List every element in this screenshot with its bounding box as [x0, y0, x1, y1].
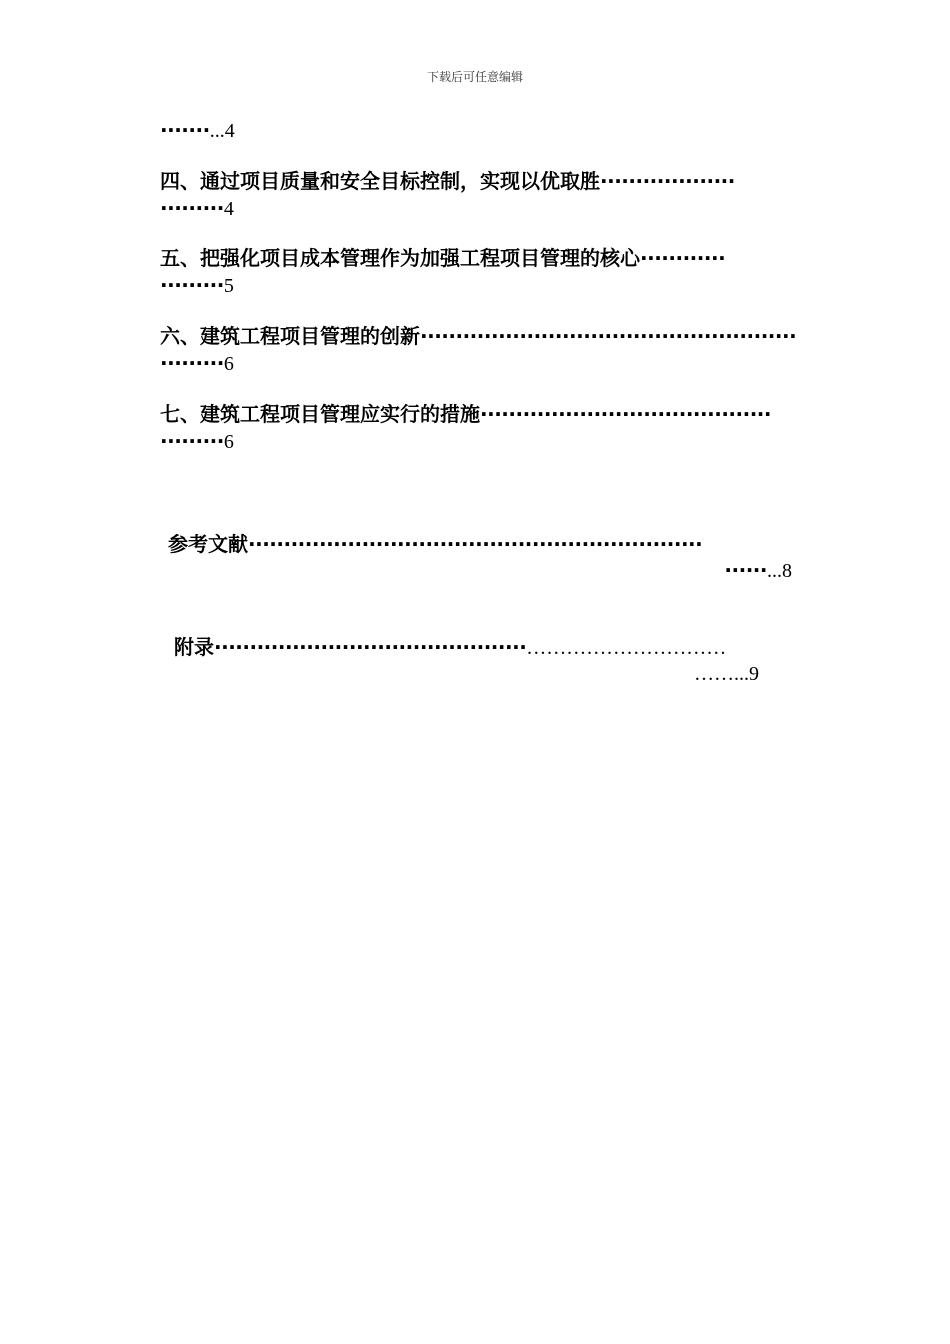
- toc-leader-dots: ············································: [214, 635, 527, 659]
- toc-page-number: 6: [223, 353, 234, 375]
- toc-page-number: ...4: [209, 120, 235, 142]
- toc-references-continuation: [724, 558, 792, 583]
- toc-entry-continuation: [160, 429, 234, 454]
- toc-leader-dots: ·········: [160, 273, 224, 297]
- toc-entry-label: 附录: [174, 635, 214, 659]
- toc-leader-dots: ································································: [248, 532, 703, 556]
- toc-page-number: 4: [223, 198, 234, 220]
- toc-entry-continuation: [160, 351, 234, 376]
- toc-entry-title[interactable]: [160, 246, 725, 270]
- toc-entry-label: 七、建筑工程项目管理应实行的措施: [160, 402, 480, 426]
- toc-leader-dots: ·········································: [480, 402, 772, 426]
- toc-leader-dots: ············: [640, 246, 726, 270]
- toc-page-number: ...8: [767, 560, 792, 582]
- toc-page-number: 5: [223, 275, 234, 297]
- toc-entry-continuation: [160, 273, 234, 298]
- toc-appendix-continuation: [694, 662, 759, 686]
- toc-leader-dots-light: …………………………: [526, 637, 727, 659]
- toc-entry-title[interactable]: [160, 402, 771, 426]
- toc-leader-dots: ·········: [160, 196, 224, 220]
- toc-leader-dots: ······: [724, 558, 767, 582]
- toc-page-number: 6: [223, 431, 234, 453]
- toc-leader-dots: ···················: [600, 169, 735, 193]
- toc-leader-dots: ·········: [160, 429, 224, 453]
- toc-entry-label: 六、建筑工程项目管理的创新: [160, 324, 420, 348]
- toc-leader-dots: ·····················································: [420, 324, 797, 348]
- toc-entry-label: 四、通过项目质量和安全目标控制，实现以优取胜: [160, 169, 600, 193]
- header-note: 下载后可任意编辑: [426, 70, 523, 84]
- toc-appendix-title[interactable]: [174, 635, 726, 660]
- toc-entry-label: 参考文献: [168, 532, 248, 556]
- toc-page-number: 9: [749, 663, 759, 685]
- toc-entry-title[interactable]: [160, 169, 735, 193]
- toc-entry-label: 五、把强化项目成本管理作为加强工程项目管理的核心: [160, 246, 640, 270]
- toc-leader-dots: ·······: [160, 118, 210, 142]
- toc-entry-title[interactable]: [160, 324, 796, 348]
- toc-leader-dots-light: ……...: [694, 663, 749, 685]
- toc-leader-dots: ·········: [160, 351, 224, 375]
- toc-references-title[interactable]: [168, 532, 702, 556]
- toc-carry-over: [160, 118, 235, 143]
- toc-entry-continuation: [160, 196, 234, 221]
